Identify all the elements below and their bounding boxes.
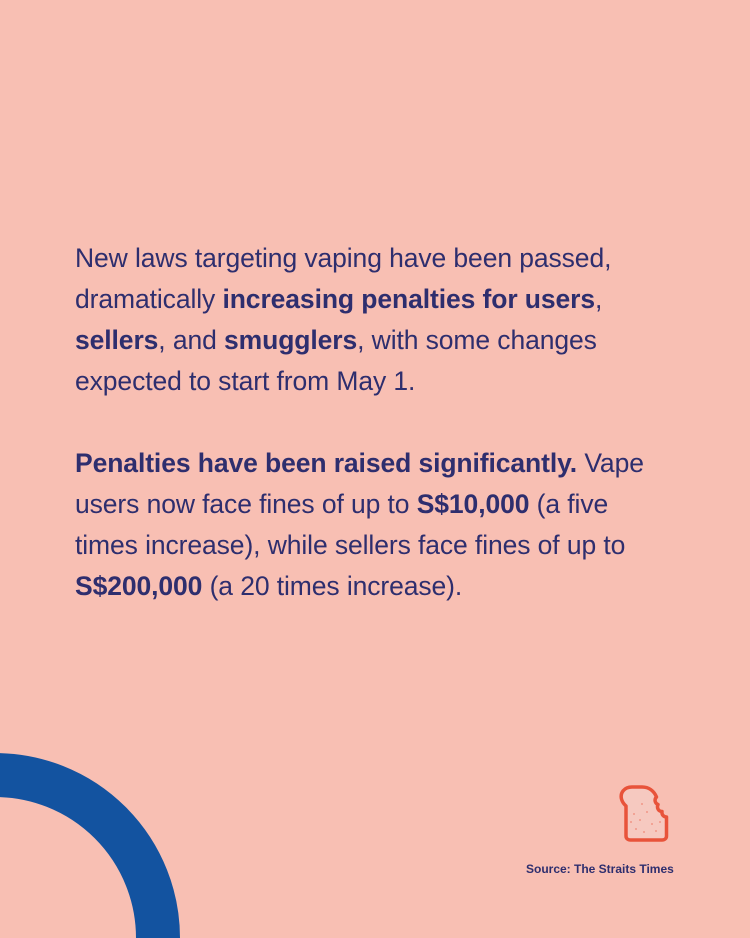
text-segment: , and [158, 325, 224, 355]
text-segment: users now face fines of up to [75, 489, 417, 519]
emphasis-sellers: sellers [75, 325, 159, 355]
text-segment: , [595, 284, 603, 314]
text-segment: New laws targeting vaping have been passed, [75, 243, 612, 273]
text-segment: expected to start from May 1. [75, 366, 416, 396]
emphasis-penalties-raised: Penalties have been raised significantly. [75, 448, 578, 478]
text-segment: Vape [577, 448, 644, 478]
emphasis-seller-fine: S$200,000 [75, 571, 203, 601]
source-credit: Source: The Straits Times [526, 862, 674, 876]
emphasis-penalties: increasing penalties for users [222, 284, 596, 314]
text-segment: , with some changes [357, 325, 597, 355]
body-copy [75, 238, 675, 607]
text-segment: times increase), while sellers face fines of up to [75, 530, 626, 560]
emphasis-smugglers: smugglers [224, 325, 358, 355]
text-segment: (a 20 times increase). [202, 571, 463, 601]
blue-ring-arc [0, 748, 190, 938]
paragraph-intro [75, 238, 675, 402]
text-segment: (a five [529, 489, 609, 519]
toast-icon [618, 784, 672, 842]
paragraph-penalties [75, 443, 675, 607]
text-segment: dramatically [75, 284, 223, 314]
emphasis-user-fine: S$10,000 [416, 489, 530, 519]
